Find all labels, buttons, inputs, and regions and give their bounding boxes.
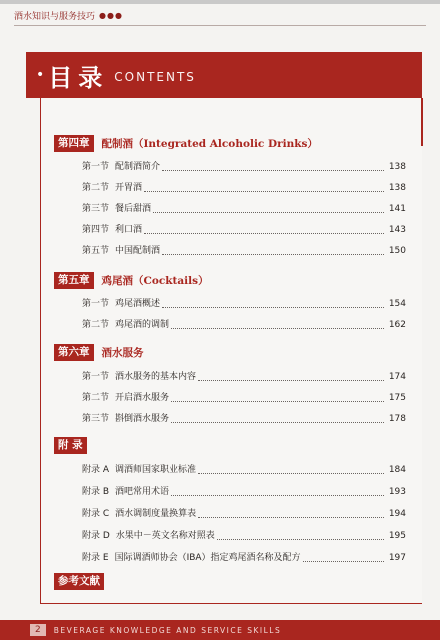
chapter-name: 鸡尾酒（Cocktails） [101,275,209,287]
dot-leader [303,561,384,562]
entry-section: 附录 A [82,465,110,475]
entry-title: 酒水服务的基本内容 [115,372,197,382]
entry-title: 国际调酒师协会（IBA）指定鸡尾酒名称及配方 [114,553,301,563]
entry-section: 第一节 [82,162,110,172]
dot-leader [171,422,384,423]
dot-leader [171,401,384,402]
chapter-5-heading[interactable] [54,272,209,289]
entry-title: 水果中－英文名称对照表 [115,531,215,541]
banner-bullet: • [36,67,45,83]
toc-entry[interactable] [82,296,406,310]
contents-title: 目录 [48,63,109,92]
entry-page: 178 [388,414,406,424]
header-divider [14,25,426,26]
entry-page: 194 [388,509,406,519]
entry-title: 利口酒 [115,225,143,235]
chapter-4-heading[interactable] [54,135,318,152]
entry-page: 138 [388,162,406,172]
dot-leader [198,380,384,381]
entry-title: 开启酒水服务 [115,393,170,403]
chapter-tag: 第六章 [54,344,94,361]
toc-entry[interactable] [82,484,406,498]
chapter-tag: 第四章 [54,135,94,152]
toc-entry[interactable] [82,550,406,564]
appendix-heading[interactable] [54,437,87,454]
running-title: 酒水知识与服务技巧 [14,11,96,22]
dot-leader [162,170,384,171]
dot-leader [162,307,384,308]
entry-title: 鸡尾酒概述 [115,299,161,309]
entry-page: 197 [388,553,406,563]
entry-title: 开胃酒 [115,183,143,193]
dot-leader [171,328,384,329]
contents-title-english: CONTENTS [114,70,196,84]
entry-section: 第二节 [82,320,110,330]
entry-title: 酒水调制度量换算表 [115,509,197,519]
entry-page: 150 [388,246,406,256]
entry-section: 第三节 [82,414,110,424]
contents-banner [26,52,422,98]
entry-title: 调酒师国家职业标准 [115,465,197,475]
top-rule [0,0,440,4]
entry-page: 154 [388,299,406,309]
references-heading[interactable] [54,573,104,590]
entry-title: 餐后甜酒 [115,204,152,214]
entry-title: 配制酒简介 [115,162,161,172]
entry-title: 中国配制酒 [115,246,161,256]
entry-section: 附录 B [82,487,110,497]
entry-title: 斟倒酒水服务 [115,414,170,424]
dot-leader [217,539,384,540]
toc-entry[interactable] [82,369,406,383]
entry-page: 162 [388,320,406,330]
entry-page: 184 [388,465,406,475]
toc-entry[interactable] [82,390,406,404]
dot-leader [153,212,384,213]
chapter-tag: 参考文献 [54,573,104,590]
dot-leader [198,517,384,518]
entry-section: 附录 C [82,509,110,519]
entry-section: 第五节 [82,246,110,256]
toc-entry[interactable] [82,159,406,173]
entry-section: 第四节 [82,225,110,235]
running-head-dots: ●●● [99,10,123,20]
entry-section: 附录 E [82,553,109,563]
dot-leader [162,254,384,255]
page-number: 2 [30,624,46,636]
toc-entry[interactable] [82,317,406,331]
entry-section: 第三节 [82,204,110,214]
toc-entry[interactable] [82,411,406,425]
chapter-name: 配制酒（Integrated Alcoholic Drinks） [101,138,318,150]
dot-leader [171,495,384,496]
entry-page: 138 [388,183,406,193]
running-head [14,6,194,24]
toc-entry[interactable] [82,462,406,476]
chapter-6-heading[interactable] [54,344,144,361]
entry-page: 141 [388,204,406,214]
toc-entry[interactable] [82,528,406,542]
entry-section: 第二节 [82,183,110,193]
toc-entry[interactable] [82,222,406,236]
dot-leader [198,473,384,474]
entry-section: 附录 D [82,531,110,541]
toc-entry[interactable] [82,506,406,520]
chapter-tag: 第五章 [54,272,94,289]
entry-page: 195 [388,531,406,541]
entry-page: 174 [388,372,406,382]
dot-leader [144,191,384,192]
entry-page: 175 [388,393,406,403]
entry-page: 193 [388,487,406,497]
entry-page: 143 [388,225,406,235]
chapter-name: 酒水服务 [101,347,144,359]
toc-entry[interactable] [82,243,406,257]
footer-band [0,620,440,640]
entry-section: 第一节 [82,372,110,382]
chapter-tag: 附 录 [54,437,87,454]
entry-section: 第二节 [82,393,110,403]
entry-title: 鸡尾酒的调制 [115,320,170,330]
dot-leader [144,233,384,234]
toc-entry[interactable] [82,180,406,194]
entry-section: 第一节 [82,299,110,309]
book-title-footer: BEVERAGE KNOWLEDGE AND SERVICE SKILLS [53,625,282,635]
entry-title: 酒吧常用术语 [115,487,170,497]
toc-frame-right-edge [421,98,423,146]
toc-entry[interactable] [82,201,406,215]
